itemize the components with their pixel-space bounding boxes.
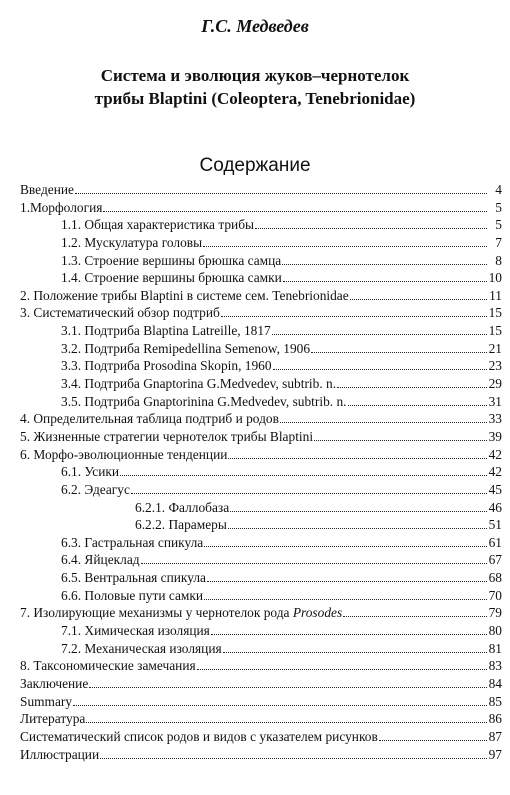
dot-leader: [103, 199, 487, 212]
toc-entry[interactable]: [20, 181, 502, 199]
toc-entry[interactable]: [20, 463, 502, 481]
toc-entry[interactable]: [20, 410, 502, 428]
toc-entry-page: 85: [488, 693, 502, 709]
dot-leader: [350, 287, 487, 300]
table-of-contents: [20, 181, 502, 763]
author-name: Г.С. Медведев: [201, 16, 309, 36]
toc-entry-title: 6.3. Гастральная спикула: [61, 534, 204, 550]
toc-entry[interactable]: [20, 516, 502, 534]
toc-entry-title: 2. Положение трибы Blaptini в системе сем. Tenebrionidae: [20, 287, 349, 303]
dot-leader: [100, 746, 487, 759]
toc-entry[interactable]: [20, 322, 502, 340]
toc-entry-title: 3. Систематический обзор подтриб: [20, 305, 220, 321]
toc-entry-title: 1.1. Общая характеристика трибы: [61, 217, 255, 233]
dot-leader: [89, 675, 487, 688]
toc-entry[interactable]: [20, 569, 502, 587]
dot-leader: [228, 446, 487, 459]
toc-entry[interactable]: [20, 534, 502, 552]
dot-leader: [120, 463, 487, 476]
toc-entry[interactable]: [20, 199, 502, 217]
toc-entry-page: 10: [488, 270, 502, 286]
dot-leader: [348, 393, 487, 406]
toc-entry[interactable]: [20, 252, 502, 270]
toc-entry-title: Литература: [20, 711, 86, 727]
toc-entry[interactable]: [20, 551, 502, 569]
toc-entry-title: Иллюстрации: [20, 746, 100, 762]
toc-entry-title: 6.6. Половые пути самки: [61, 587, 204, 603]
toc-entry-title: 6.2.2. Парамеры: [135, 517, 227, 533]
toc-entry-page: 15: [488, 305, 502, 321]
dot-leader: [337, 375, 487, 388]
toc-entry[interactable]: [20, 728, 502, 746]
dot-leader: [230, 499, 487, 512]
title-line-2: трибы Blaptini (Coleoptera, Tenebrionidae): [94, 89, 416, 108]
toc-entry[interactable]: [20, 499, 502, 517]
toc-entry-title: 1.3. Строение вершины брюшка самца: [61, 252, 282, 268]
toc-entry-page: 7: [495, 234, 502, 250]
dot-leader: [282, 252, 487, 265]
toc-entry-page: 4: [495, 182, 502, 197]
toc-entry-page: 15: [488, 323, 502, 339]
toc-entry-page: 87: [488, 728, 502, 744]
dot-leader: [228, 516, 487, 529]
toc-entry-title: 6. Морфо-эволюционные тенденции: [20, 446, 228, 462]
toc-entry-title: 1.Морфология: [20, 199, 103, 215]
toc-entry-title: 1.2. Мускулатура головы: [61, 234, 203, 250]
dot-leader: [211, 622, 487, 635]
toc-entry-title: 5. Жизненные стратегии чернотелок трибы Blaptini: [20, 428, 314, 444]
dot-leader: [273, 357, 487, 370]
toc-entry[interactable]: [20, 587, 502, 605]
toc-entry-page: 33: [488, 411, 502, 427]
toc-entry-title: 6.1. Усики: [61, 464, 120, 480]
book-title: [0, 64, 510, 110]
dot-leader: [272, 322, 487, 335]
toc-entry-page: 68: [488, 570, 502, 586]
toc-entry-page: 5: [495, 217, 502, 233]
dot-leader: [204, 534, 487, 547]
toc-entry[interactable]: [20, 481, 502, 499]
toc-entry-title: 7. Изолирующие механизмы у чернотелок рода Prosodes: [20, 605, 343, 621]
toc-entry-title: Введение: [20, 182, 74, 197]
dot-leader: [204, 587, 487, 600]
toc-entry-title: 7.2. Механическая изоляция: [61, 640, 222, 656]
toc-entry-page: 83: [488, 658, 502, 674]
toc-entry-page: 67: [488, 552, 502, 568]
dot-leader: [343, 604, 487, 617]
toc-entry-title: 1.4. Строение вершины брюшка самки: [61, 270, 282, 286]
toc-entry-title: 8. Таксономические замечания: [20, 658, 196, 674]
toc-entry[interactable]: [20, 393, 502, 411]
dot-leader: [131, 481, 487, 494]
toc-entry-title: Заключение: [20, 675, 89, 691]
toc-entry[interactable]: [20, 287, 502, 305]
toc-entry-page: 29: [488, 376, 502, 392]
toc-entry-page: 81: [488, 640, 502, 656]
toc-entry-page: 46: [488, 499, 502, 515]
title-line-1: Система и эволюция жуков–чернотелок: [100, 66, 410, 85]
toc-entry-page: 21: [488, 340, 502, 356]
toc-entry-title: 3.4. Подтриба Gnaptorina G.Medvedev, subtrib. n.: [61, 376, 337, 392]
toc-entry[interactable]: [20, 640, 502, 658]
toc-entry-page: 61: [488, 534, 502, 550]
toc-entry[interactable]: [20, 340, 502, 358]
toc-entry[interactable]: [20, 746, 502, 764]
dot-leader: [379, 728, 487, 741]
toc-heading: Содержание: [199, 155, 311, 176]
toc-entry[interactable]: [20, 304, 502, 322]
toc-entry[interactable]: [20, 622, 502, 640]
dot-leader: [73, 693, 487, 706]
toc-entry-page: 39: [488, 428, 502, 444]
toc-entry-page: 51: [488, 517, 502, 533]
toc-entry-title: Summary: [20, 693, 73, 709]
toc-entry-page: 5: [495, 199, 502, 215]
toc-entry-title: 3.1. Подтриба Blaptina Latreille, 1817: [61, 323, 271, 339]
toc-entry[interactable]: [20, 216, 502, 234]
dot-leader: [197, 657, 487, 670]
toc-entry-page: 97: [488, 746, 502, 762]
toc-entry-page: 42: [488, 464, 502, 480]
toc-entry[interactable]: [20, 710, 502, 728]
dot-leader: [311, 340, 487, 353]
dot-leader: [75, 181, 487, 194]
dot-leader: [203, 234, 487, 247]
toc-entry[interactable]: [20, 604, 502, 622]
toc-entry-title: 3.5. Подтриба Gnaptorinina G.Medvedev, subtrib. n.: [61, 393, 347, 409]
toc-entry[interactable]: [20, 234, 502, 252]
toc-entry-title: 4. Определительная таблица подтриб и родов: [20, 411, 279, 427]
dot-leader: [280, 410, 487, 423]
toc-entry-title: 6.4. Яйцеклад: [61, 552, 140, 568]
toc-entry-title: 3.3. Подтриба Prosodina Skopin, 1960: [61, 358, 272, 374]
dot-leader: [223, 640, 487, 653]
toc-entry-title: Систематический список родов и видов с указателем рисунков: [20, 728, 378, 744]
toc-entry[interactable]: [20, 446, 502, 464]
toc-entry-page: 42: [488, 446, 502, 462]
toc-entry-title: 6.5. Вентральная спикула: [61, 570, 206, 586]
dot-leader: [207, 569, 487, 582]
dot-leader: [314, 428, 487, 441]
toc-entry-page: 70: [488, 587, 502, 603]
toc-entry-page: 84: [488, 675, 502, 691]
dot-leader: [283, 269, 487, 282]
dot-leader: [141, 551, 487, 564]
toc-entry-page: 80: [488, 623, 502, 639]
dot-leader: [221, 304, 487, 317]
toc-entry-page: 31: [488, 393, 502, 409]
toc-entry[interactable]: [20, 375, 502, 393]
toc-entry[interactable]: [20, 269, 502, 287]
toc-entry-page: 8: [495, 252, 502, 268]
toc-entry[interactable]: [20, 357, 502, 375]
toc-entry[interactable]: [20, 428, 502, 446]
dot-leader: [255, 216, 487, 229]
toc-entry[interactable]: [20, 693, 502, 711]
toc-entry[interactable]: [20, 675, 502, 693]
toc-entry-title: 6.2.1. Фаллобаза: [135, 499, 230, 515]
toc-entry-page: 45: [488, 481, 502, 497]
toc-entry-page: 79: [488, 605, 502, 621]
toc-entry-page: 11: [489, 287, 502, 303]
dot-leader: [86, 710, 487, 723]
toc-entry-page: 86: [488, 711, 502, 727]
toc-entry-title: 7.1. Химическая изоляция: [61, 623, 210, 639]
toc-entry[interactable]: [20, 657, 502, 675]
toc-entry-title: 3.2. Подтриба Remipedellina Semenow, 1906: [61, 340, 311, 356]
toc-entry-title: 6.2. Эдеагус: [61, 481, 130, 497]
toc-entry-page: 23: [488, 358, 502, 374]
